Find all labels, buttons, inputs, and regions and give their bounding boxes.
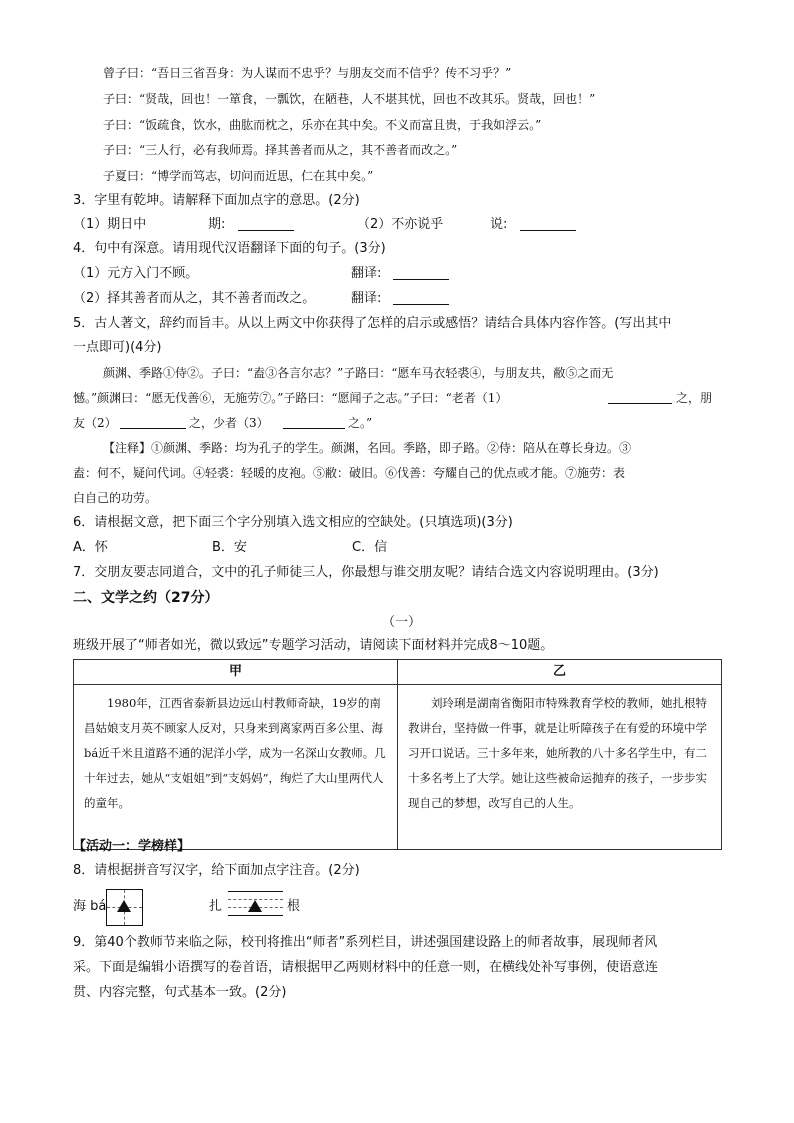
q4-item2-label: 翻译: (351, 291, 382, 306)
q5-blank-2[interactable] (120, 416, 186, 429)
q5-note-line3: 白自己的功劳。 (73, 491, 158, 505)
section2-title: 二、文学之约（27分） (73, 590, 219, 606)
q7-title: 7．交朋友要志同道合，文中的孔子师徒三人，你最想与谁交朋友呢？请结合选文内容说明理由。(3分) (73, 565, 659, 580)
quote-2: 子曰：“贤哉，回也！一箪食，一瓢饮，在陋巷，人不堪其忧，回也不改其乐。贤哉，回也！” (103, 92, 596, 106)
q4-item2: （2）择其善者而从之，其不善者而改之。 (73, 291, 316, 306)
q5-title-line2: 一点即可)(4分) (73, 340, 162, 355)
q9-line3: 贯、内容完整，句式基本一致。(2分) (73, 985, 287, 1000)
q5-passage-line3b: 之，少者（3） (189, 416, 269, 430)
material-head-right: 乙 (398, 660, 722, 685)
q4-item1-label: 翻译: (351, 266, 382, 281)
answer-marker-icon (117, 900, 131, 912)
material-head-left: 甲 (74, 660, 398, 685)
q3-title: 3．字里有乾坤。请解释下面加点字的意思。(2分) (73, 193, 360, 208)
q5-title-line1: 5．古人著文，辞约而旨丰。从以上两文中你获得了怎样的启示或感悟？请结合具体内容作答。(写出其中 (73, 316, 672, 331)
material-table (73, 659, 722, 850)
q6-option-b: B．安 (212, 540, 247, 555)
section2-intro: 班级开展了“师者如光，微以致远”专题学习活动，请阅读下面材料并完成8～10题。 (73, 638, 554, 653)
q8-title: 8．请根据拼音写汉字，给下面加点字注音。(2分) (73, 863, 360, 878)
q3-item2: （2）不亦说乎 (357, 217, 444, 232)
quote-1: 曾子曰：“吾日三省吾身：为人谋而不忠乎？与朋友交而不信乎？传不习乎？” (103, 66, 512, 80)
q3-item1-blank[interactable] (238, 218, 294, 231)
quote-5: 子夏曰：“博学而笃志，切问而近思，仁在其中矣。” (103, 169, 374, 183)
q6-option-a: A．怀 (73, 540, 108, 555)
q5-passage-line1: 颜渊、季路①侍②。子曰：“盍③各言尔志？”子路曰：“愿车马衣轻裘④，与朋友共，敝⑤之而无 (103, 366, 614, 380)
q5-passage-line3a: 友（2） (73, 416, 117, 430)
q5-passage-line2a: 憾。”颜渊曰：“愿无伐善⑥，无施劳⑦。”子路曰：“愿闻子之志。”子曰：“老者（1） (73, 391, 508, 405)
q5-passage-line2b: 之，朋 (676, 391, 713, 405)
q5-blank-1[interactable] (608, 391, 672, 404)
q6-option-c: C．信 (352, 540, 388, 555)
q8-word1-prefix: 海 bá (73, 899, 107, 914)
material-left-text: 1980年，江西省泰新县边远山村教师奇缺，19岁的南昌姑娘支月英不顾家人反对，只身来到离家两百多公里、海bá近千米且道路不通的泥洋小学，成为一名深山女教师。几十年过去，她从“支姐姐”到“支妈妈”，绚烂了大山里两代人的童年。 (74, 685, 398, 850)
q4-item1: （1）元方入门不顾。 (73, 266, 199, 281)
q9-line2: 采。下面是编辑小语撰写的卷首语，请根据甲乙两则材料中的任意一则，在横线处补写事例，使语意连 (73, 960, 659, 975)
q5-blank-3[interactable] (283, 416, 345, 429)
q5-passage-line3c: 之。” (348, 416, 373, 430)
answer-marker-icon (248, 900, 262, 912)
q4-item2-blank[interactable] (393, 292, 449, 305)
q3-item2-label: 说: (490, 217, 508, 232)
q9-line1: 9．第40个教师节来临之际，校刊将推出“师者”系列栏目，讲述强国建设路上的师者故事，展现师者风 (73, 935, 658, 950)
q8-pinyin-lines[interactable] (228, 891, 283, 917)
q8-word2-suffix: 根 (287, 899, 301, 914)
quote-4: 子曰：“三人行，必有我师焉。择其善者而从之，其不善者而改之。” (103, 143, 458, 157)
q5-note-line1: 【注释】①颜渊、季路：均为孔子的学生。颜渊，名回。季路，即子路。②侍：陪从在尊长身边。③ (103, 441, 632, 455)
q4-item1-blank[interactable] (393, 267, 449, 280)
q3-item2-blank[interactable] (520, 218, 576, 231)
section2-sub: （一） (382, 615, 422, 630)
q8-char-box[interactable] (106, 889, 143, 926)
q6-title: 6．请根据文意，把下面三个字分别填入选文相应的空缺处。(只填选项)(3分) (73, 515, 513, 530)
q8-word2-prefix: 扎 (209, 899, 223, 914)
material-right-text: 刘玲琍是湖南省衡阳市特殊教育学校的教师，她扎根特教讲台，坚持做一件事，就是让听障孩子在有爱的环境中学习开口说话。三十多年来，她所教的八十多名学生中，有二十多名考上了大学。她让这些被命运抛弃的孩子，一步步实现自己的梦想，改写自己的人生。 (398, 685, 722, 850)
q3-item1: （1）期日中 (73, 217, 147, 232)
activity1-title: 【活动一：学榜样】 (73, 839, 191, 854)
q3-item1-label: 期: (208, 217, 226, 232)
q4-title: 4．句中有深意。请用现代汉语翻译下面的句子。(3分) (73, 241, 386, 256)
q5-note-line2: 盍：何不，疑问代词。④轻裘：轻暖的皮袍。⑤敝：破旧。⑥伐善：夸耀自己的优点或才能。⑦施劳：表 (73, 466, 626, 480)
quote-3: 子曰：“饭疏食，饮水，曲肱而枕之，乐亦在其中矣。不义而富且贵，于我如浮云。” (103, 118, 542, 132)
